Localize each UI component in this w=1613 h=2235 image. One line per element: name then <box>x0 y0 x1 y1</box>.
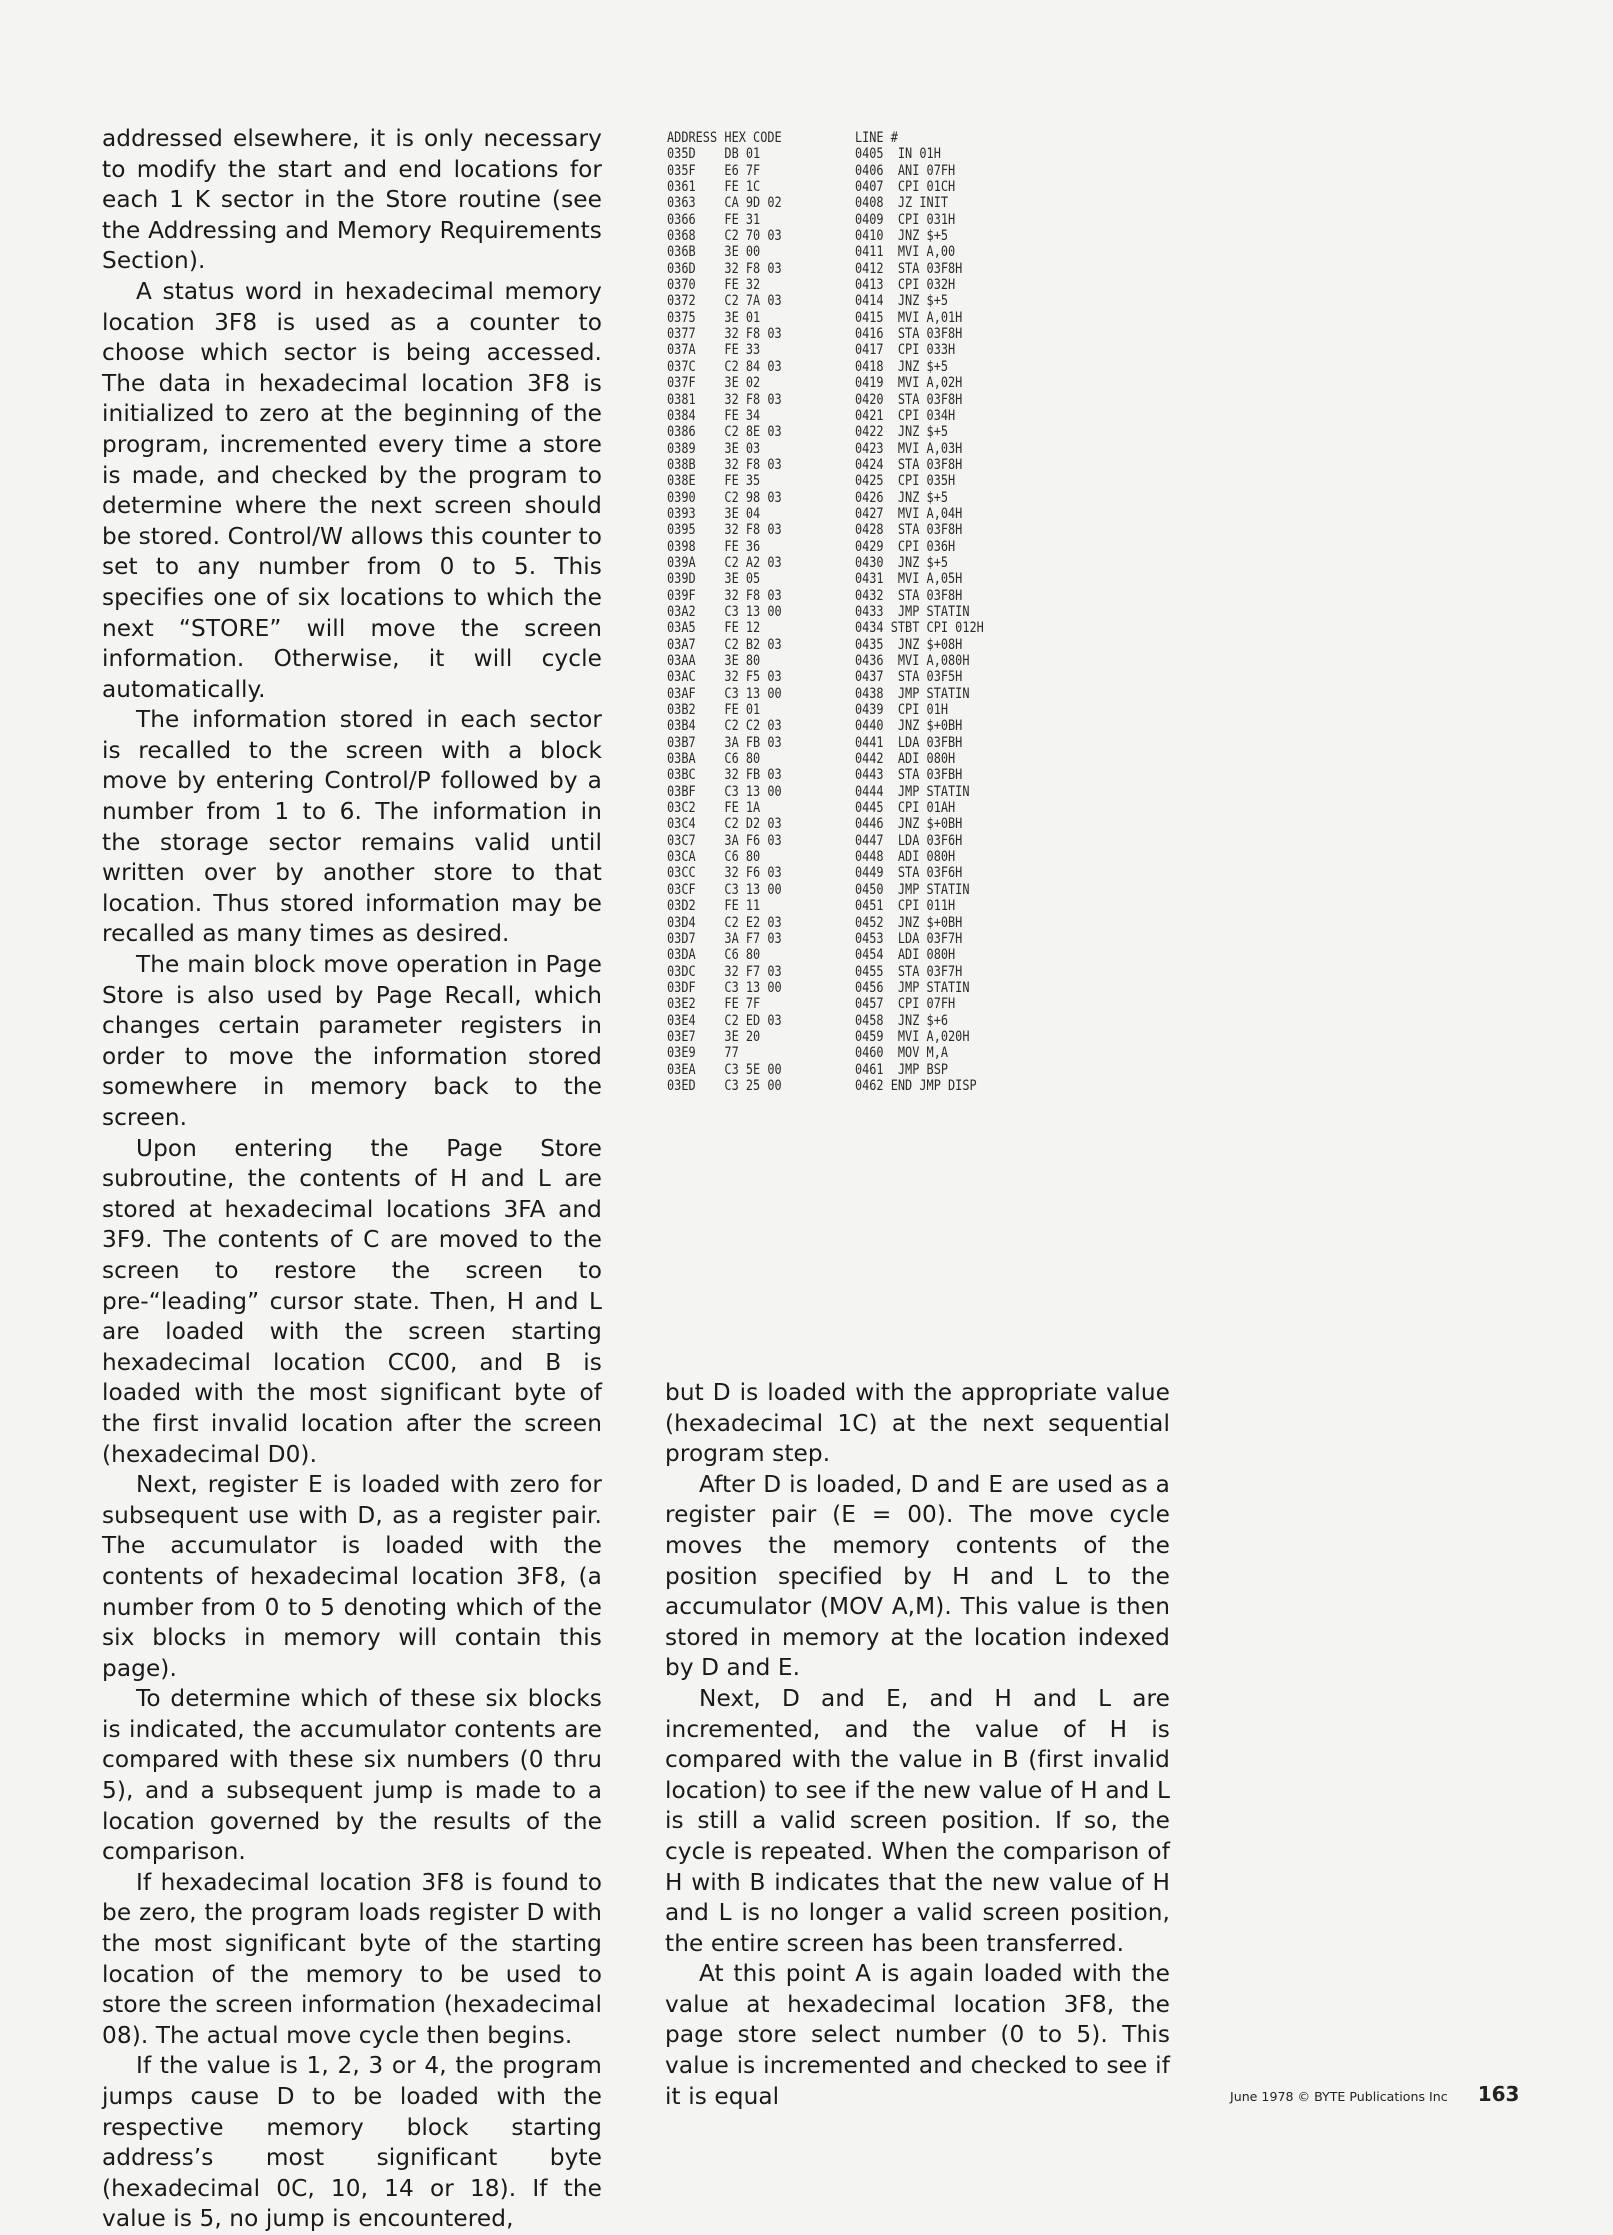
source-line-cell: 0430 JNZ $+5 <box>854 554 949 571</box>
listing-header <box>667 130 1044 146</box>
listing-row <box>667 637 1044 653</box>
listing-row <box>667 228 1044 244</box>
listing-row <box>667 1062 1044 1078</box>
listing-row <box>667 931 1044 947</box>
source-line-cell: 0437 STA 03F5H <box>854 669 963 686</box>
paragraph: Next, register E is loaded with zero for subsequent use with D, as a register pair. The accumulator is loaded with the contents of hexadecimal location 3F8, (a number from 0 to 5 denoting which of the six blocks in memory will contain this page). <box>102 1471 602 1682</box>
hex-code-cell: C3 25 00 <box>724 1077 782 1094</box>
address-cell: 0395 <box>667 522 696 539</box>
source-line-cell: 0433 JMP STATIN <box>854 603 970 620</box>
source-line-cell: 0423 MVI A,03H <box>854 440 963 457</box>
source-line-cell: 0454 ADI 080H <box>854 947 956 964</box>
paragraph: Next, D and E, and H and L are incremented, and the value of H is compared with the value in B (first invalid location) to see if the new value of H and L is still a valid screen position. If so, the cycle is repeated. When the comparison of H with B indicates that the new value of H and L is no longer a valid screen position, the entire screen has been transferred. <box>665 1684 1170 1957</box>
source-line-cell: 0457 CPI 07FH <box>854 996 956 1013</box>
source-line-cell: 0425 CPI 035H <box>854 473 956 490</box>
hex-code-cell: C6 80 <box>724 849 761 866</box>
address-cell: 03EA <box>667 1061 696 1078</box>
listing-row <box>667 686 1044 702</box>
source-line-cell: 0411 MVI A,00 <box>854 244 956 261</box>
paragraph: The information stored in each sector is recalled to the screen with a block move by entering Control/P followed by a number from 1 to 6. The information in the storage sector remains valid until written over by another store to that location. Thus stored information may be recalled as many times as desired. <box>102 706 602 948</box>
source-line-cell: 0459 MVI A,020H <box>854 1028 970 1045</box>
address-cell: 039A <box>667 554 696 571</box>
address-cell: 03AC <box>667 669 696 686</box>
hex-code-cell: FE 11 <box>724 898 761 915</box>
listing-row <box>667 293 1044 309</box>
listing-row <box>667 833 1044 849</box>
address-cell: 0377 <box>667 326 696 343</box>
hex-code-cell: C2 B2 03 <box>724 636 782 653</box>
hex-code-cell: 32 F8 03 <box>724 587 782 604</box>
listing-row <box>667 653 1044 669</box>
source-line-cell: 0428 STA 03F8H <box>854 522 963 539</box>
address-cell: 03DF <box>667 979 696 996</box>
listing-row <box>667 244 1044 260</box>
address-cell: 03D4 <box>667 914 696 931</box>
address-cell: 0384 <box>667 407 696 424</box>
listing-row <box>667 1029 1044 1045</box>
source-line-cell: 0420 STA 03F8H <box>854 391 963 408</box>
hex-code-cell: C6 80 <box>724 947 761 964</box>
address-cell: 03D2 <box>667 898 696 915</box>
source-line-cell: 0429 CPI 036H <box>854 538 956 555</box>
listing-row <box>667 359 1044 375</box>
hex-code-cell: C3 13 00 <box>724 783 782 800</box>
hex-code-cell: FE 1A <box>724 800 761 817</box>
address-cell: 0368 <box>667 228 696 245</box>
address-cell: 035F <box>667 162 696 179</box>
source-line-cell: 0432 STA 03F8H <box>854 587 963 604</box>
source-line-cell: 0455 STA 03F7H <box>854 963 963 980</box>
listing-row <box>667 571 1044 587</box>
source-line-cell: 0412 STA 03F8H <box>854 260 963 277</box>
paragraph: At this point A is again loaded with the value at hexadecimal location 3F8, the page store select number (0 to 5). This value is incremented and checked to see if it is equal <box>665 1960 1170 2110</box>
source-line-cell: 0451 CPI 011H <box>854 898 956 915</box>
hex-code-cell: E6 7F <box>724 162 761 179</box>
listing-row <box>667 996 1044 1012</box>
listing-row <box>667 522 1044 538</box>
address-cell: 0370 <box>667 277 696 294</box>
paragraph: addressed elsewhere, it is only necessary to modify the start and end locations for each 1 K sector in the Store routine (see the Addressing and Memory Requirements Section). <box>102 125 602 275</box>
address-cell: 036D <box>667 260 696 277</box>
listing-row <box>667 457 1044 473</box>
address-cell: 03B7 <box>667 734 696 751</box>
address-cell: 039D <box>667 571 696 588</box>
address-cell: 03DC <box>667 963 696 980</box>
paragraph: but D is loaded with the appropriate value (hexadecimal 1C) at the next sequential program step. <box>665 1379 1170 1468</box>
address-cell: 0386 <box>667 424 696 441</box>
hex-code-cell: C2 84 03 <box>724 358 782 375</box>
source-line-cell: 0417 CPI 033H <box>854 342 956 359</box>
listing-row <box>667 767 1044 783</box>
listing-row <box>667 604 1044 620</box>
address-cell: 03A5 <box>667 620 696 637</box>
source-line-cell: 0446 JNZ $+0BH <box>854 816 963 833</box>
hex-code-cell: 77 <box>724 1045 739 1062</box>
hex-code-cell: C3 13 00 <box>724 685 782 702</box>
source-line-cell: 0434 STBT CPI 012H <box>854 620 984 637</box>
hex-code-cell: C2 E2 03 <box>724 914 782 931</box>
listing-row <box>667 1045 1044 1061</box>
hex-code-cell: 32 F7 03 <box>724 963 782 980</box>
address-cell: 03D7 <box>667 930 696 947</box>
listing-row <box>667 473 1044 489</box>
listing-row <box>667 898 1044 914</box>
source-line-cell: 0456 JMP STATIN <box>854 979 970 996</box>
assembly-listing <box>667 130 1044 1094</box>
address-cell: 03C2 <box>667 800 696 817</box>
listing-row <box>667 212 1044 228</box>
hex-code-cell: FE 36 <box>724 538 761 555</box>
listing-row <box>667 195 1044 211</box>
listing-row <box>667 669 1044 685</box>
page-footer <box>1230 2082 1519 2106</box>
source-line-cell: 0418 JNZ $+5 <box>854 358 949 375</box>
listing-row <box>667 718 1044 734</box>
source-line-cell: 0405 IN 01H <box>854 146 941 163</box>
left-text-column <box>102 124 602 2235</box>
hex-code-cell: DB 01 <box>724 146 761 163</box>
address-cell: 03E9 <box>667 1045 696 1062</box>
address-cell: 03B4 <box>667 718 696 735</box>
hex-code-cell: FE 32 <box>724 277 761 294</box>
source-line-cell: 0438 JMP STATIN <box>854 685 970 702</box>
source-line-cell: 0409 CPI 031H <box>854 211 956 228</box>
source-line-cell: 0408 JZ INIT <box>854 195 949 212</box>
listing-row <box>667 179 1044 195</box>
hex-code-cell: FE 1C <box>724 179 761 196</box>
hex-code-cell: C2 98 03 <box>724 489 782 506</box>
hex-code-cell: 32 FB 03 <box>724 767 782 784</box>
hex-code-cell: 32 F8 03 <box>724 326 782 343</box>
source-line-cell: 0452 JNZ $+0BH <box>854 914 963 931</box>
source-line-cell: 0453 LDA 03F7H <box>854 930 963 947</box>
source-line-cell: 0421 CPI 034H <box>854 407 956 424</box>
hex-code-cell: 32 F5 03 <box>724 669 782 686</box>
listing-row <box>667 424 1044 440</box>
address-cell: 03BC <box>667 767 696 784</box>
hex-code-cell: C2 8E 03 <box>724 424 782 441</box>
listing-row <box>667 816 1044 832</box>
publication-credit: June 1978 © BYTE Publications Inc <box>1230 2089 1448 2104</box>
listing-row <box>667 408 1044 424</box>
address-cell: 03BF <box>667 783 696 800</box>
source-line-cell: 0431 MVI A,05H <box>854 571 963 588</box>
address-cell: 036B <box>667 244 696 261</box>
source-line-cell: 0439 CPI 01H <box>854 702 949 719</box>
hex-code-cell: C2 70 03 <box>724 228 782 245</box>
hex-code-cell: CA 9D 02 <box>724 195 782 212</box>
address-cell: 0363 <box>667 195 696 212</box>
listing-row <box>667 555 1044 571</box>
address-cell: 03C4 <box>667 816 696 833</box>
source-line-cell: 0435 JNZ $+08H <box>854 636 963 653</box>
listing-row <box>667 441 1044 457</box>
address-cell: 039F <box>667 587 696 604</box>
source-line-cell: 0443 STA 03FBH <box>854 767 963 784</box>
address-cell: 03AA <box>667 653 696 669</box>
address-cell: 03DA <box>667 947 696 964</box>
source-line-cell: 0448 ADI 080H <box>854 849 956 866</box>
listing-row <box>667 310 1044 326</box>
listing-body <box>667 146 1044 1094</box>
listing-row <box>667 163 1044 179</box>
listing-row <box>667 620 1044 636</box>
source-line-cell: 0450 JMP STATIN <box>854 881 970 898</box>
paragraph: After D is loaded, D and E are used as a register pair (E = 00). The move cycle moves the memory contents of the position specified by H and L to the accumulator (MOV A,M). This value is then stored in memory at the location indexed by D and E. <box>665 1470 1170 1682</box>
address-cell: 03B2 <box>667 702 696 719</box>
source-line-cell: 0440 JNZ $+0BH <box>854 718 963 735</box>
source-line-cell: 0461 JMP BSP <box>854 1061 949 1078</box>
listing-row <box>667 326 1044 342</box>
listing-row <box>667 849 1044 865</box>
listing-row <box>667 392 1044 408</box>
address-cell: 0361 <box>667 179 696 196</box>
hex-code-cell: 32 F8 03 <box>724 260 782 277</box>
address-cell: 038E <box>667 473 696 490</box>
address-cell: 035D <box>667 146 696 163</box>
address-header: ADDRESS <box>667 130 718 146</box>
source-line-cell: 0441 LDA 03FBH <box>854 734 963 751</box>
hex-code-cell: 3A FB 03 <box>724 734 782 751</box>
paragraph: The main block move operation in Page Store is also used by Page Recall, which changes certain parameter registers in order to move the information stored somewhere in memory back to the screen. <box>102 951 602 1131</box>
paragraph: To determine which of these six blocks is indicated, the accumulator contents are compared with these six numbers (0 thru 5), and a subsequent jump is made to a location governed by the results of the comparison. <box>102 1685 602 1866</box>
address-cell: 03CC <box>667 865 696 882</box>
listing-row <box>667 506 1044 522</box>
paragraph: A status word in hexadecimal memory location 3F8 is used as a counter to choose which sector is being accessed. The data in hexadecimal location 3F8 is initialized to zero at the beginning of the program, incremented every time a store is made, and checked by the program to determine where the next screen should be stored. Control/W allows this counter to set to any number from 0 to 5. This specifies one of six locations to which the next “STORE” will move the screen information. Otherwise, it will cycle automatically. <box>102 277 602 703</box>
address-cell: 037C <box>667 358 696 375</box>
hex-code-cell: C3 13 00 <box>724 881 782 898</box>
source-line-cell: 0414 JNZ $+5 <box>854 293 949 310</box>
listing-row <box>667 735 1044 751</box>
paragraph: Upon entering the Page Store subroutine, the contents of H and L are stored at hexadecimal locations 3FA and 3F9. The contents of C are moved to the screen to restore the screen to pre-“leading” cursor state. Then, H and L are loaded with the screen starting hexadecimal location CC00, and B is loaded with the most significant byte of the first invalid location after the screen (hexadecimal D0). <box>102 1134 602 1468</box>
source-line-cell: 0416 STA 03F8H <box>854 326 963 343</box>
source-line-cell: 0445 CPI 01AH <box>854 800 956 817</box>
listing-row <box>667 882 1044 898</box>
listing-row <box>667 751 1044 767</box>
hex-code-cell: C3 5E 00 <box>724 1061 782 1078</box>
listing-row <box>667 539 1044 555</box>
address-cell: 03E7 <box>667 1028 696 1045</box>
hex-code-cell: 3E 80 <box>724 653 761 669</box>
listing-row <box>667 490 1044 506</box>
address-cell: 0375 <box>667 309 696 326</box>
listing-row <box>667 702 1044 718</box>
address-cell: 03C7 <box>667 832 696 849</box>
listing-row <box>667 588 1044 604</box>
hex-code-cell: C6 80 <box>724 751 761 768</box>
hex-code-cell: C2 7A 03 <box>724 293 782 310</box>
source-line-cell: 0460 MOV M,A <box>854 1045 949 1062</box>
hex-code-cell: C2 D2 03 <box>724 816 782 833</box>
source-line-cell: 0422 JNZ $+5 <box>854 424 949 441</box>
source-line-cell: 0413 CPI 032H <box>854 277 956 294</box>
hex-code-cell: FE 31 <box>724 211 761 228</box>
source-line-cell: 0424 STA 03F8H <box>854 456 963 473</box>
source-line-cell: 0406 ANI 07FH <box>854 162 956 179</box>
source-line-cell: 0442 ADI 080H <box>854 751 956 768</box>
listing-row <box>667 375 1044 391</box>
hex-code-cell: 3E 04 <box>724 505 761 522</box>
hex-code-cell: 3E 01 <box>724 309 761 326</box>
listing-row <box>667 800 1044 816</box>
hex-code-cell: 3E 00 <box>724 244 761 261</box>
line-number-header: LINE # <box>854 130 898 146</box>
hex-code-cell: 3A F6 03 <box>724 832 782 849</box>
hex-code-cell: 32 F8 03 <box>724 391 782 408</box>
address-cell: 037A <box>667 342 696 359</box>
hex-code-cell: 3E 03 <box>724 440 761 457</box>
address-cell: 03E2 <box>667 996 696 1013</box>
address-cell: 03CF <box>667 881 696 898</box>
listing-row <box>667 146 1044 162</box>
address-cell: 03ED <box>667 1077 696 1094</box>
hex-code-cell: 3A F7 03 <box>724 930 782 947</box>
hex-code-cell: 3E 05 <box>724 571 761 588</box>
address-cell: 03BA <box>667 751 696 768</box>
source-line-cell: 0462 END JMP DISP <box>854 1077 977 1094</box>
hex-code-cell: FE 7F <box>724 996 761 1013</box>
hex-code-cell: 32 F8 03 <box>724 456 782 473</box>
hex-code-cell: FE 12 <box>724 620 761 637</box>
hex-code-cell: 3E 02 <box>724 375 761 392</box>
address-cell: 0372 <box>667 293 696 310</box>
source-line-cell: 0415 MVI A,01H <box>854 309 963 326</box>
hex-code-cell: FE 01 <box>724 702 761 719</box>
listing-row <box>667 1013 1044 1029</box>
address-cell: 03A7 <box>667 636 696 653</box>
source-line-cell: 0444 JMP STATIN <box>854 783 970 800</box>
address-cell: 038B <box>667 456 696 473</box>
listing-row <box>667 865 1044 881</box>
address-cell: 03E4 <box>667 1012 696 1029</box>
listing-row <box>667 277 1044 293</box>
source-line-cell: 0447 LDA 03F6H <box>854 832 963 849</box>
address-cell: 0366 <box>667 211 696 228</box>
hex-code-cell: FE 35 <box>724 473 761 490</box>
address-cell: 0398 <box>667 538 696 555</box>
hex-code-cell: 32 F8 03 <box>724 522 782 539</box>
right-text-column <box>665 1378 1170 2112</box>
address-cell: 03CA <box>667 849 696 866</box>
listing-row <box>667 947 1044 963</box>
hex-code-header: HEX CODE <box>724 130 782 146</box>
listing-row <box>667 342 1044 358</box>
hex-code-cell: 32 F6 03 <box>724 865 782 882</box>
source-line-cell: 0407 CPI 01CH <box>854 179 956 196</box>
hex-code-cell: 3E 20 <box>724 1028 761 1045</box>
listing-row <box>667 261 1044 277</box>
listing-row <box>667 784 1044 800</box>
hex-code-cell: FE 34 <box>724 407 761 424</box>
page-number: 163 <box>1477 2082 1520 2106</box>
address-cell: 0393 <box>667 505 696 522</box>
paragraph: If hexadecimal location 3F8 is found to be zero, the program loads register D with the most significant byte of the starting location of the memory to be used to store the screen information (hexadecimal 08). The actual move cycle then begins. <box>102 1868 602 2049</box>
source-line-cell: 0449 STA 03F6H <box>854 865 963 882</box>
paragraph: If the value is 1, 2, 3 or 4, the program jumps cause D to be loaded with the respective memory block starting address’s most significant byte (hexadecimal 0C, 10, 14 or 18). If the value is 5, no jump is encountered, <box>102 2052 602 2233</box>
source-line-cell: 0410 JNZ $+5 <box>854 228 949 245</box>
source-line-cell: 0426 JNZ $+5 <box>854 489 949 506</box>
address-cell: 03A2 <box>667 603 696 620</box>
source-line-cell: 0427 MVI A,04H <box>854 505 963 522</box>
listing-row <box>667 915 1044 931</box>
source-line-cell: 0419 MVI A,02H <box>854 375 963 392</box>
address-cell: 0390 <box>667 489 696 506</box>
source-line-cell: 0458 JNZ $+6 <box>854 1012 949 1029</box>
listing-row <box>667 964 1044 980</box>
address-cell: 037F <box>667 375 696 392</box>
hex-code-cell: C2 C2 03 <box>724 718 782 735</box>
address-cell: 03AF <box>667 685 696 702</box>
address-cell: 0389 <box>667 440 696 457</box>
source-line-cell: 0436 MVI A,080H <box>854 653 970 669</box>
hex-code-cell: FE 33 <box>724 342 761 359</box>
listing-row <box>667 1078 1044 1094</box>
hex-code-cell: C2 ED 03 <box>724 1012 782 1029</box>
listing-row <box>667 980 1044 996</box>
address-cell: 0381 <box>667 391 696 408</box>
hex-code-cell: C3 13 00 <box>724 979 782 996</box>
hex-code-cell: C2 A2 03 <box>724 554 782 571</box>
hex-code-cell: C3 13 00 <box>724 603 782 620</box>
